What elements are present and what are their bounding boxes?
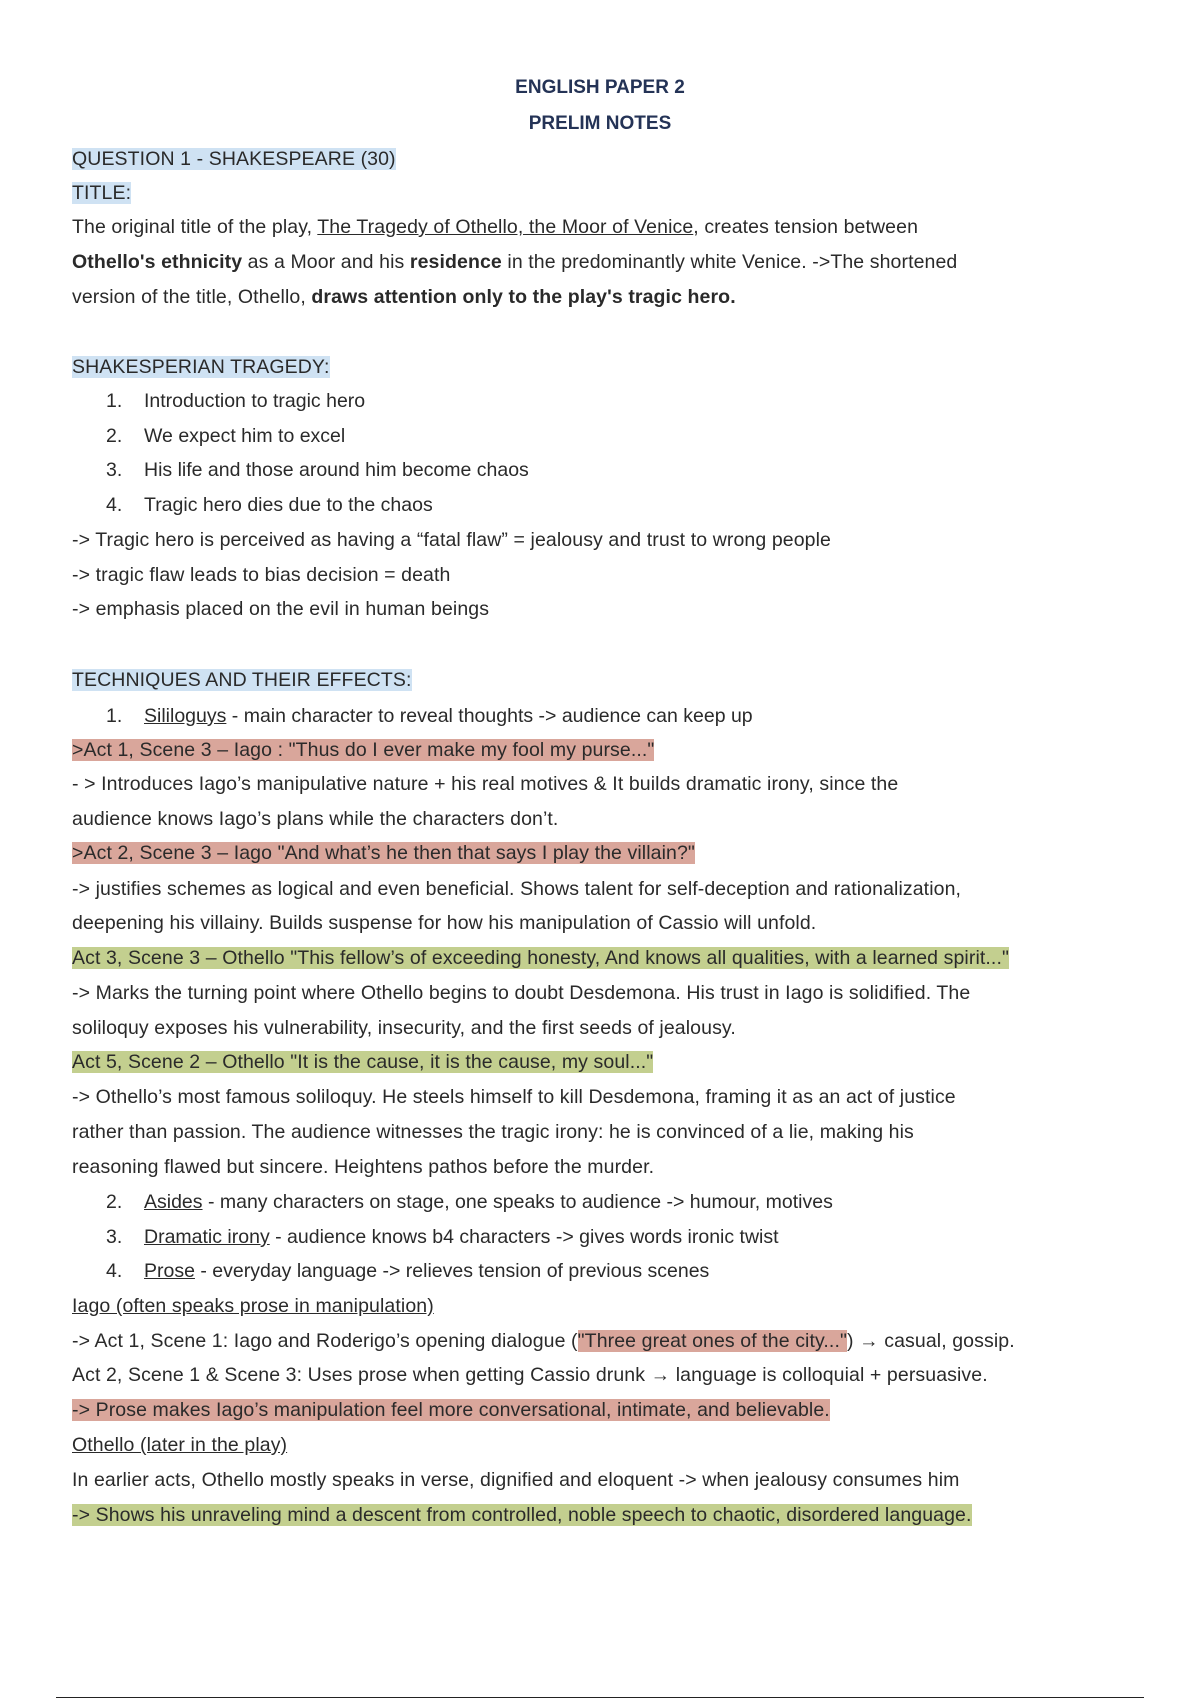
page-title: ENGLISH PAPER 2 — [515, 77, 685, 98]
iago-note: Act 2, Scene 1 & Scene 3: Uses prose when getting Cassio drunk → language is colloquial + persuasive. — [72, 1364, 988, 1386]
tragedy-note: -> Tragic hero is perceived as having a “fatal flaw” = jealousy and trust to wrong people — [72, 529, 831, 551]
note-line: -> Othello’s most famous soliloquy. He steels himself to kill Desdemona, framing it as an act of justice — [72, 1086, 956, 1108]
list-item: 1. Introduction to tragic hero — [106, 390, 366, 412]
quote-act1-scene3: >Act 1, Scene 3 – Iago : "Thus do I ever make my fool my purse..." — [72, 739, 655, 761]
note-line: reasoning flawed but sincere. Heightens pathos before the murder. — [72, 1156, 655, 1178]
list-item: 4. Tragic hero dies due to the chaos — [106, 494, 433, 516]
question-heading: QUESTION 1 - SHAKESPEARE (30) — [72, 148, 396, 170]
page-bottom-divider — [56, 1697, 1144, 1698]
tragedy-note: -> emphasis placed on the evil in human beings — [72, 598, 490, 620]
note-line: soliloquy exposes his vulnerability, insecurity, and the first seeds of jealousy. — [72, 1017, 736, 1039]
quote-act3-scene3: Act 3, Scene 3 – Othello "This fellow’s of exceeding honesty, And knows all qualities, with a learned spirit..." — [72, 947, 1009, 969]
iago-note: -> Act 1, Scene 1: Iago and Roderigo’s opening dialogue ("Three great ones of the city...") → casual, gossip. — [72, 1330, 1015, 1352]
note-line: deepening his villainy. Builds suspense for how his manipulation of Cassio will unfold. — [72, 912, 817, 934]
techniques-heading: TECHNIQUES AND THEIR EFFECTS: — [72, 669, 412, 691]
list-item: 4. Prose - everyday language -> relieves tension of previous scenes — [106, 1260, 710, 1282]
note-line: - > Introduces Iago’s manipulative nature + his real motives & It builds dramatic irony, since the — [72, 773, 899, 795]
title-paragraph-line2: Othello's ethnicity as a Moor and his residence in the predominantly white Venice. ->The shortened — [72, 251, 958, 273]
iago-subheading: Iago (often speaks prose in manipulation) — [72, 1295, 434, 1317]
page-subtitle: PRELIM NOTES — [528, 113, 672, 134]
title-paragraph-line3: version of the title, Othello, draws attention only to the play's tragic hero. — [72, 286, 736, 308]
list-item: 3. Dramatic irony - audience knows b4 characters -> gives words ironic twist — [106, 1226, 779, 1248]
quote-act5-scene2: Act 5, Scene 2 – Othello "It is the cause, it is the cause, my soul..." — [72, 1051, 654, 1073]
title-paragraph-line1: The original title of the play, The Tragedy of Othello, the Moor of Venice, creates tension between — [72, 216, 919, 238]
list-item: 1. Sililoguys - main character to reveal thoughts -> audience can keep up — [106, 705, 753, 727]
title-heading: TITLE: — [72, 182, 132, 204]
othello-note: -> Shows his unraveling mind a descent from controlled, noble speech to chaotic, disordered language. — [72, 1504, 972, 1526]
quote-act2-scene3: >Act 2, Scene 3 – Iago "And what’s he then that says I play the villain?" — [72, 842, 695, 864]
tragedy-heading: SHAKESPERIAN TRAGEDY: — [72, 356, 330, 378]
note-line: -> Marks the turning point where Othello begins to doubt Desdemona. His trust in Iago is solidified. The — [72, 982, 971, 1004]
othello-subheading: Othello (later in the play) — [72, 1434, 288, 1456]
note-line: -> justifies schemes as logical and even beneficial. Shows talent for self-deception and rationalization, — [72, 878, 962, 900]
note-line: audience knows Iago’s plans while the characters don’t. — [72, 808, 559, 830]
list-item: 3. His life and those around him become chaos — [106, 459, 529, 481]
list-item: 2. We expect him to excel — [106, 425, 346, 447]
note-line: rather than passion. The audience witnesses the tragic irony: he is convinced of a lie, making his — [72, 1121, 914, 1143]
list-item: 2. Asides - many characters on stage, one speaks to audience -> humour, motives — [106, 1191, 833, 1213]
tragedy-note: -> tragic flaw leads to bias decision = death — [72, 564, 451, 586]
iago-note: -> Prose makes Iago’s manipulation feel more conversational, intimate, and believable. — [72, 1399, 830, 1421]
othello-note: In earlier acts, Othello mostly speaks in verse, dignified and eloquent -> when jealousy consumes him — [72, 1469, 960, 1491]
